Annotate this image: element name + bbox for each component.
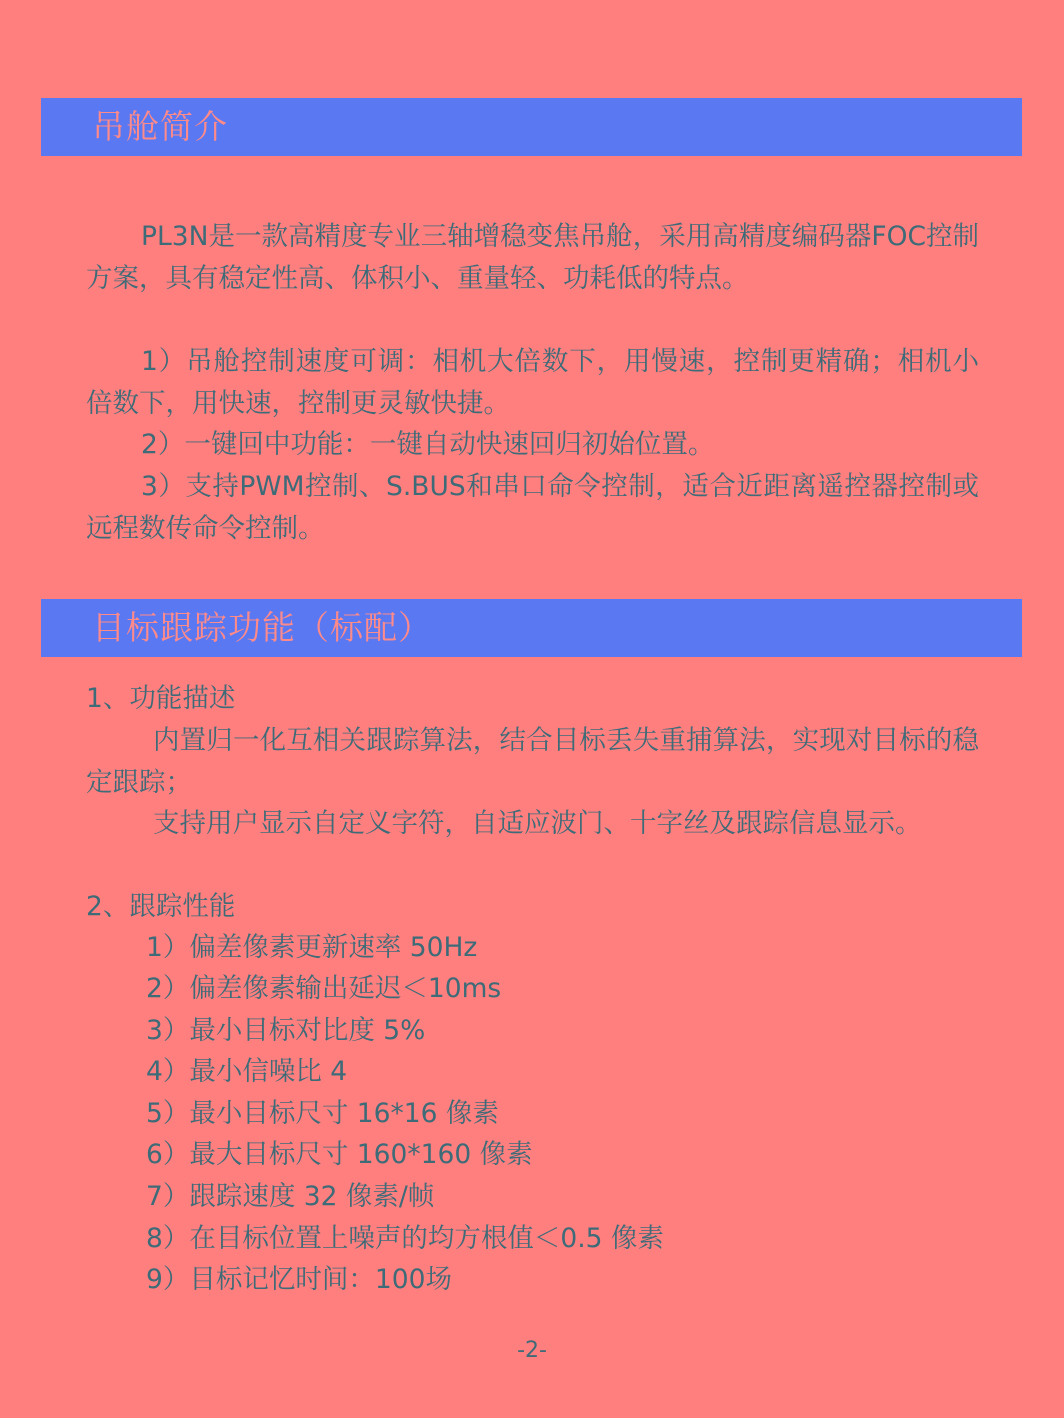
performance-item: 5）最小目标尺寸 16*16 像素 bbox=[146, 1098, 499, 1129]
performance-item: 3）最小目标对比度 5% bbox=[146, 1015, 426, 1046]
function-description-heading: 1、功能描述 bbox=[86, 683, 236, 714]
tracking-performance-heading: 2、跟踪性能 bbox=[86, 891, 236, 922]
performance-item: 4）最小信噪比 4 bbox=[146, 1056, 348, 1087]
section-title-target-tracking bbox=[41, 599, 1022, 657]
feature-one-key-center: 2）一键回中功能：一键自动快速回归初始位置。 bbox=[141, 429, 715, 460]
performance-item: 2）偏差像素输出延迟＜10ms bbox=[146, 973, 502, 1004]
feature-control-modes: 3）支持PWM控制、S.BUS和串口命令控制，适合近距离遥控器控制或远程数传命令控制。 bbox=[86, 471, 979, 544]
performance-item: 6）最大目标尺寸 160*160 像素 bbox=[146, 1139, 533, 1170]
section-title-gimbal-intro bbox=[41, 98, 1022, 156]
performance-item: 9）目标记忆时间：100场 bbox=[146, 1264, 452, 1295]
intro-paragraph: PL3N是一款高精度专业三轴增稳变焦吊舱，采用高精度编码器FOC控制方案，具有稳定性高、体积小、重量轻、功耗低的特点。 bbox=[86, 221, 979, 294]
section-title-text: 目标跟踪功能（标配） bbox=[92, 608, 432, 647]
function-paragraph-algorithm: 内置归一化互相关跟踪算法，结合目标丢失重捕算法，实现对目标的稳定跟踪； bbox=[86, 725, 979, 798]
section-title-text: 吊舱简介 bbox=[92, 107, 228, 146]
performance-item: 1）偏差像素更新速率 50Hz bbox=[146, 932, 478, 963]
performance-item: 8）在目标位置上噪声的均方根值＜0.5 像素 bbox=[146, 1223, 664, 1254]
function-paragraph-display: 支持用户显示自定义字符，自适应波门、十字丝及跟踪信息显示。 bbox=[153, 808, 922, 839]
feature-speed-adjust: 1）吊舱控制速度可调：相机大倍数下，用慢速，控制更精确；相机小倍数下，用快速，控制更灵敏快捷。 bbox=[86, 346, 979, 419]
performance-item: 7）跟踪速度 32 像素/帧 bbox=[146, 1181, 435, 1212]
page-number: -2- bbox=[517, 1338, 547, 1363]
